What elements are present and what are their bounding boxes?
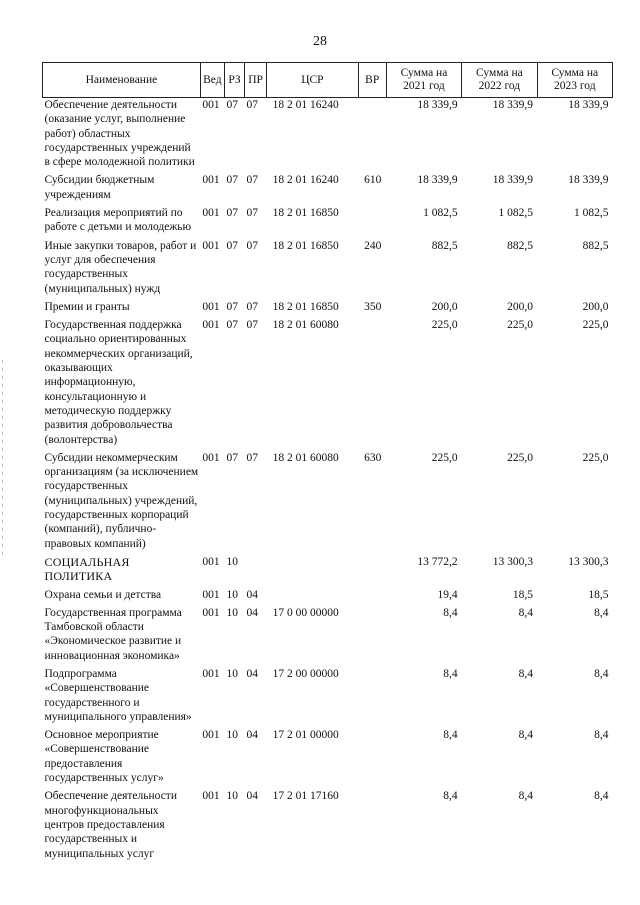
cell-name: Подпрограмма «Совершенствование государственного и муниципального управления» (44, 667, 192, 723)
cell-ved: 001 (202, 300, 220, 313)
cell-name: СОЦИАЛЬНАЯ ПОЛИТИКА (44, 554, 130, 584)
cell-rz: 10 (226, 606, 238, 619)
cell-sum-2022: 8,4 (518, 790, 534, 803)
cell-csr: 17 2 00 00000 (272, 667, 339, 680)
table-row (43, 606, 613, 667)
cell-sum-2022: 18 339,9 (492, 174, 534, 187)
table-row (43, 300, 613, 318)
cell-sum-2023: 8,4 (594, 729, 609, 742)
cell-sum-2021: 8,4 (443, 729, 458, 742)
cell-csr: 18 2 01 60080 (272, 451, 339, 464)
cell-sum-2023: 18 339,9 (568, 99, 609, 111)
cell-pr: 07 (246, 174, 259, 187)
cell-sum-2021: 18 339,9 (417, 99, 458, 111)
cell-name: Реализация мероприятий по работе с детьми и молодежью (44, 207, 192, 234)
cell-name: Охрана семьи и детства (44, 588, 162, 601)
cell-pr: 04 (246, 588, 259, 601)
table-header-row (43, 63, 613, 98)
cell-rz: 10 (226, 555, 238, 568)
cell-ved: 001 (202, 729, 220, 742)
cell-sum-2023: 200,0 (582, 300, 609, 313)
cell-rz: 10 (226, 588, 238, 601)
cell-csr: 18 2 01 16850 (272, 207, 339, 220)
cell-pr: 07 (246, 99, 259, 111)
header-ved: Вед (200, 63, 224, 98)
cell-csr: 17 0 00 00000 (272, 606, 339, 619)
cell-sum-2021: 8,4 (443, 790, 458, 803)
cell-vr: 630 (364, 451, 382, 464)
cell-csr: 18 2 01 16850 (272, 239, 339, 252)
table-row (43, 667, 613, 728)
cell-name: Иные закупки товаров, работ и услуг для обеспечения государственных (муниципальных) нужд (44, 239, 197, 295)
page-number: 28 (313, 34, 327, 49)
cell-sum-2021: 19,4 (437, 588, 458, 601)
header-pr: ПР (245, 63, 267, 98)
cell-vr (358, 555, 386, 588)
cell-vr (358, 206, 386, 239)
cell-pr: 07 (246, 319, 259, 332)
cell-ved: 001 (202, 790, 220, 803)
table-row (43, 789, 613, 864)
cell-vr (358, 606, 386, 667)
cell-sum-2022: 225,0 (507, 451, 534, 464)
cell-pr: 07 (246, 300, 259, 313)
cell-csr: 18 2 01 16240 (272, 174, 339, 187)
cell-sum-2022: 18 339,9 (492, 99, 534, 111)
cell-rz: 07 (226, 451, 238, 464)
cell-name: Основное мероприятие «Совершенствование предоставления государственных услуг» (44, 729, 164, 785)
budget-table (42, 62, 613, 865)
header-sum-2022: Сумма на 2022 год (462, 63, 537, 98)
header-rz: РЗ (224, 63, 244, 98)
table-row (43, 206, 613, 239)
cell-rz: 07 (226, 239, 238, 252)
cell-sum-2023: 18,5 (588, 588, 609, 601)
table-row (43, 98, 613, 174)
header-name: Наименование (43, 63, 201, 98)
cell-ved: 001 (202, 207, 220, 220)
table-row (43, 239, 613, 300)
cell-sum-2023: 18 339,9 (568, 174, 609, 187)
cell-sum-2022: 200,0 (507, 300, 534, 313)
cell-vr (358, 318, 386, 451)
cell-rz: 07 (226, 99, 238, 111)
table-row (43, 588, 613, 606)
cell-sum-2022: 1 082,5 (498, 207, 534, 220)
cell-sum-2022: 8,4 (518, 729, 534, 742)
cell-ved: 001 (202, 99, 220, 111)
cell-rz: 07 (226, 319, 238, 332)
cell-rz: 07 (226, 174, 238, 187)
cell-ved: 001 (202, 451, 220, 464)
cell-rz: 07 (226, 300, 238, 313)
cell-sum-2021: 882,5 (431, 239, 458, 252)
cell-sum-2023: 882,5 (582, 239, 609, 252)
cell-pr: 07 (246, 207, 259, 220)
cell-sum-2023: 1 082,5 (574, 207, 609, 220)
table-row (43, 318, 613, 451)
cell-sum-2023: 8,4 (594, 790, 609, 803)
cell-name: Обеспечение деятельности (оказание услуг, выполнение работ) областных государственных учреждений в сфере молодежной политики (44, 99, 195, 169)
cell-sum-2022: 225,0 (507, 319, 534, 332)
table-row (43, 728, 613, 789)
cell-pr: 04 (246, 606, 259, 619)
cell-sum-2021: 200,0 (431, 300, 458, 313)
cell-sum-2022: 18,5 (512, 588, 534, 601)
cell-csr: 17 2 01 17160 (272, 790, 339, 803)
scan-edge-mark (2, 360, 3, 560)
cell-rz: 10 (226, 667, 238, 680)
cell-ved: 001 (202, 555, 220, 568)
cell-sum-2021: 1 082,5 (423, 207, 458, 220)
cell-pr (245, 555, 267, 588)
cell-vr (358, 588, 386, 606)
cell-ved: 001 (202, 606, 220, 619)
cell-vr: 610 (364, 174, 382, 187)
cell-rz: 07 (226, 207, 238, 220)
cell-sum-2021: 18 339,9 (417, 174, 458, 187)
cell-ved: 001 (202, 239, 220, 252)
table-row (43, 451, 613, 555)
cell-sum-2022: 882,5 (507, 239, 534, 252)
cell-vr (358, 98, 386, 174)
cell-pr: 04 (246, 790, 259, 803)
cell-name: Субсидии бюджетным учреждениям (44, 174, 155, 201)
cell-name: Обеспечение деятельности многофункциональных центров предоставления государственных и муниципальных услуг (44, 790, 177, 860)
table-row (43, 555, 613, 588)
cell-csr (267, 588, 358, 606)
cell-pr: 04 (246, 667, 259, 680)
header-sum-2021: Сумма на 2021 год (386, 63, 461, 98)
cell-rz: 10 (226, 790, 238, 803)
cell-sum-2022: 13 300,3 (492, 555, 534, 568)
cell-sum-2022: 8,4 (518, 606, 534, 619)
cell-csr: 18 2 01 60080 (272, 319, 339, 332)
cell-vr: 240 (364, 239, 382, 252)
cell-ved: 001 (202, 174, 220, 187)
cell-name: Государственная поддержка социально ориентированных некоммерческих организаций, оказывающих информационную, консультационную и методическую поддержку развития добровольчества (волонтерства) (44, 319, 193, 446)
cell-sum-2023: 225,0 (582, 319, 609, 332)
cell-rz: 10 (226, 729, 238, 742)
cell-sum-2022: 8,4 (518, 667, 534, 680)
cell-vr (358, 667, 386, 728)
cell-csr: 17 2 01 00000 (272, 729, 339, 742)
cell-name: Субсидии некоммерческим организациям (за исключением государственных (муниципальных) учреждений, государственных корпораций (компаний), публично-правовых компаний) (44, 451, 199, 550)
cell-pr: 04 (246, 729, 259, 742)
cell-csr (267, 555, 358, 588)
cell-ved: 001 (202, 319, 220, 332)
cell-sum-2021: 225,0 (431, 451, 458, 464)
cell-sum-2021: 13 772,2 (417, 555, 458, 568)
cell-pr: 07 (246, 451, 259, 464)
cell-name: Премии и гранты (44, 300, 130, 313)
cell-sum-2021: 8,4 (443, 667, 458, 680)
cell-sum-2023: 8,4 (594, 667, 609, 680)
cell-name: Государственная программа Тамбовской области «Экономическое развитие и инновационная экономика» (44, 606, 182, 662)
table-row (43, 173, 613, 206)
cell-vr: 350 (364, 300, 382, 313)
cell-sum-2023: 13 300,3 (568, 555, 609, 568)
cell-pr: 07 (246, 239, 259, 252)
cell-ved: 001 (202, 667, 220, 680)
cell-ved: 001 (202, 588, 220, 601)
cell-sum-2023: 225,0 (582, 451, 609, 464)
cell-vr (358, 728, 386, 789)
cell-vr (358, 789, 386, 864)
header-vr: ВР (358, 63, 386, 98)
header-sum-2023: Сумма на 2023 год (537, 63, 612, 98)
cell-csr: 18 2 01 16850 (272, 300, 339, 313)
cell-sum-2023: 8,4 (594, 606, 609, 619)
header-csr: ЦСР (267, 63, 358, 98)
cell-sum-2021: 8,4 (443, 606, 458, 619)
cell-sum-2021: 225,0 (431, 319, 458, 332)
cell-csr: 18 2 01 16240 (272, 99, 339, 111)
